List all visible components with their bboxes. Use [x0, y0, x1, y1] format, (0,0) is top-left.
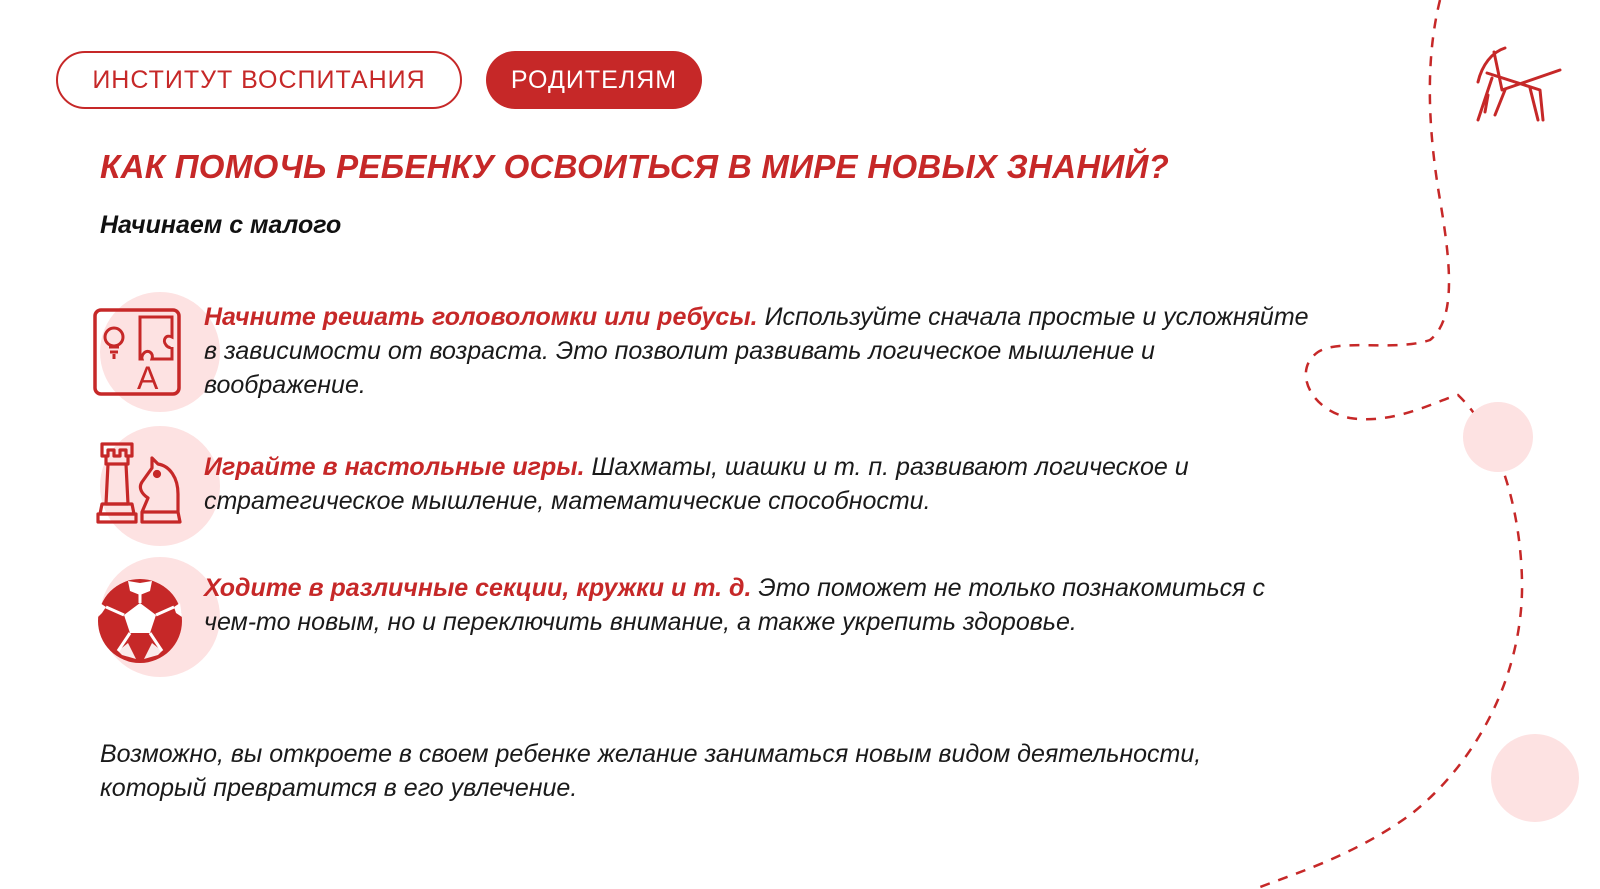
item-body: Используйте сначала простые и усложняйте в зависимости от возраста. Это позволит развивать логическое мышление и воображение. — [204, 303, 1309, 399]
item-text — [204, 300, 1314, 402]
puzzle-icon — [92, 307, 188, 403]
chess-icon — [92, 436, 188, 532]
svg-text:A: A — [137, 360, 159, 396]
item-lead: Ходите в различные секции, кружки и т. д. — [204, 574, 752, 602]
closing-text: Возможно, вы откроете в своем ребенке желание заниматься новым видом деятельности, который превратится в его увлечение. — [100, 740, 1202, 802]
item-text — [204, 571, 1314, 639]
institute-label: ИНСТИТУТ ВОСПИТАНИЯ — [92, 65, 426, 94]
list-item-clubs — [0, 571, 1330, 701]
list-item-board-games — [0, 450, 1330, 580]
page-subtitle: Начинаем с малого — [100, 211, 342, 239]
dashed-path-decoration — [1255, 0, 1522, 889]
institute-badge[interactable] — [56, 51, 462, 109]
parents-badge[interactable] — [486, 51, 702, 109]
page-title: КАК ПОМОЧЬ РЕБЕНКУ ОСВОИТЬСЯ В МИРЕ НОВЫХ ЗНАНИЙ? — [100, 148, 1170, 185]
item-text — [204, 450, 1314, 518]
soccer-ball-icon — [92, 573, 188, 669]
horse-logo-icon — [1478, 48, 1560, 120]
item-lead: Играйте в настольные игры. — [204, 453, 585, 481]
pink-circle-decoration — [1491, 734, 1579, 822]
pink-circle-decoration — [1463, 402, 1533, 472]
parents-label: РОДИТЕЛЯМ — [510, 65, 678, 94]
item-lead: Начните решать головоломки или ребусы. — [204, 303, 758, 331]
item-body: Шахматы, шашки и т. п. развивают логическое и стратегическое мышление, математические способности. — [204, 453, 1189, 515]
list-item-puzzles — [0, 300, 1330, 430]
item-body: Это поможет не только познакомиться с чем-то новым, но и переключить внимание, а также укрепить здоровье. — [204, 574, 1265, 636]
